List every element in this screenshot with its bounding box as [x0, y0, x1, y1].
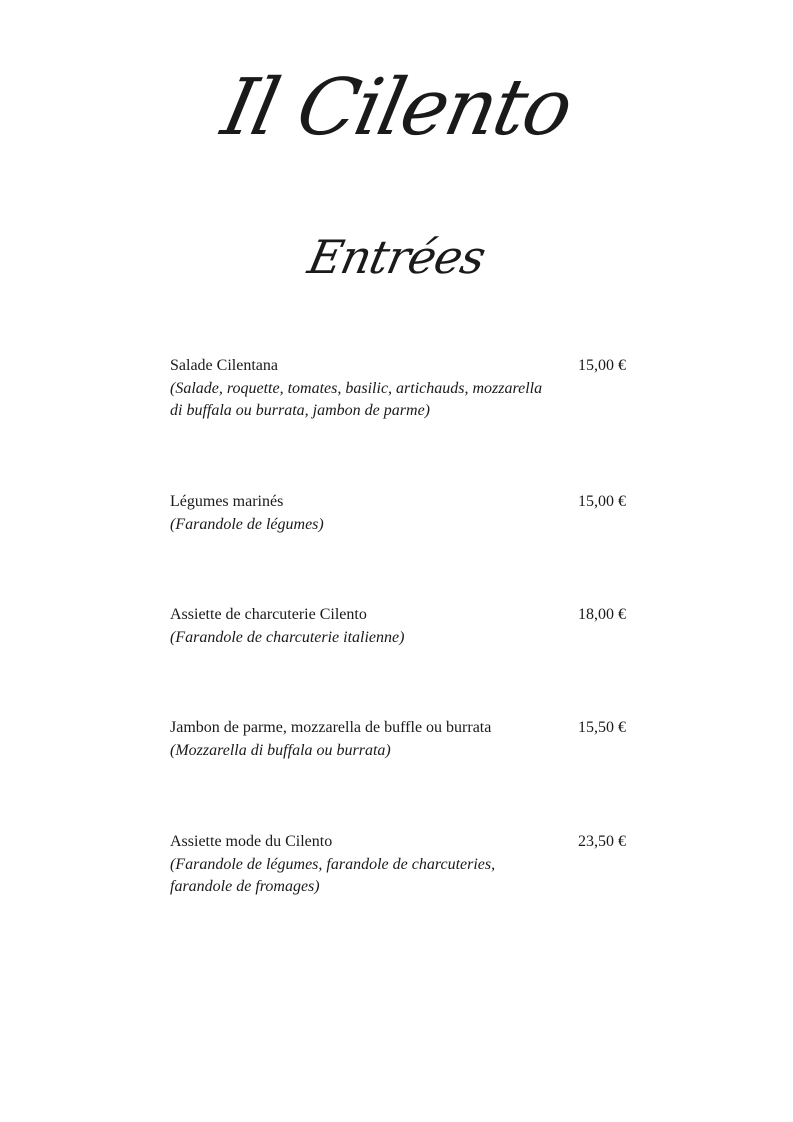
menu-item-price: 23,50 € [578, 833, 626, 850]
menu-item-description: (Farandole de légumes) [170, 515, 324, 533]
menu-item-price: 18,00 € [578, 606, 626, 623]
menu-item-price: 15,00 € [578, 357, 626, 374]
menu-item-row [170, 717, 626, 740]
menu-item [170, 831, 626, 899]
restaurant-title: Il Cilento [214, 63, 579, 153]
menu-item-row [170, 604, 626, 627]
section-title: Entrées [303, 230, 490, 284]
menu-item [170, 491, 626, 536]
menu-item-price: 15,50 € [578, 719, 626, 736]
menu-item-row [170, 355, 626, 378]
menu-item-description: (Farandole de charcuterie italienne) [170, 628, 405, 646]
menu-item-price: 15,00 € [578, 493, 626, 510]
menu-item-name: Légumes marinés [170, 493, 284, 510]
menu-item [170, 604, 626, 649]
menu-item-name: Assiette mode du Cilento [170, 833, 333, 850]
menu-item-name: Assiette de charcuterie Cilento [170, 606, 367, 623]
menu-item-name: Jambon de parme, mozzarella de buffle ou burrata [170, 719, 492, 736]
menu-item-description: (Salade, roquette, tomates, basilic, artichauds, mozzarella di buffala ou burrata, jambon de parme) [170, 379, 543, 419]
menu-item [170, 355, 626, 423]
menu-item-row [170, 831, 626, 854]
menu-item-name: Salade Cilentana [170, 357, 278, 374]
menu-item-description: (Farandole de légumes, farandole de charcuteries, farandole de fromages) [170, 855, 496, 895]
menu-item [170, 717, 626, 762]
menu-item-row [170, 491, 626, 514]
menu-item-description: (Mozzarella di buffala ou burrata) [170, 741, 391, 759]
